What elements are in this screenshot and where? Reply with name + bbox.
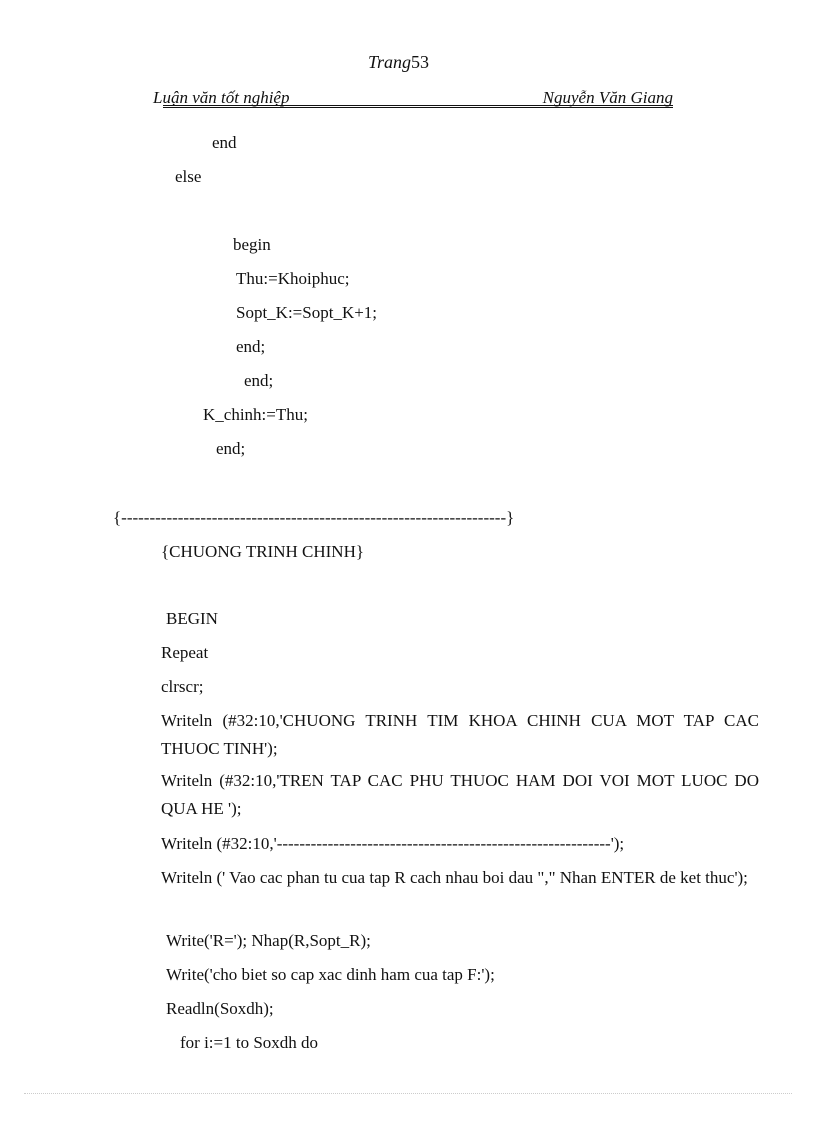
code-line: end	[212, 133, 237, 152]
code-line: end;	[216, 439, 246, 458]
code-line: K_chinh:=Thu;	[203, 405, 308, 424]
code-line: for i:=1 to Soxdh do	[180, 1033, 319, 1052]
code-line: end;	[236, 337, 266, 356]
code-line: end;	[244, 371, 274, 390]
comment-separator: {--------------------------------------------------------------------}	[113, 508, 515, 527]
code-line: Thu:=Khoiphuc;	[236, 269, 350, 288]
code-line: Readln(Soxdh);	[166, 999, 274, 1018]
code-line: Sopt_K:=Sopt_K+1;	[236, 303, 378, 322]
code-line: else	[175, 167, 202, 186]
page-word: Trang	[368, 52, 412, 72]
code-line: {CHUONG TRINH CHINH}	[161, 542, 365, 561]
code-line: Repeat	[161, 643, 209, 662]
code-line: Write('R='); Nhap(R,Sopt_R);	[166, 931, 371, 950]
code-line: Writeln (' Vao cac phan tu cua tap R cach nhau boi dau "," Nhan ENTER de ket thuc');	[161, 868, 748, 887]
code-line: Writeln (#32:10,'-----------------------------------------------------------');	[161, 834, 625, 853]
code-line: Writeln (#32:10,'CHUONG TRINH TIM KHOA CHINH CUA MOT TAP CAC THUOC TINH');	[161, 711, 759, 758]
page-number	[368, 52, 429, 72]
code-line: begin	[233, 235, 271, 254]
code-line: Write('cho biet so cap xac dinh ham cua tap F:');	[166, 965, 495, 984]
page-number-value: 53	[411, 52, 430, 72]
code-line: BEGIN	[166, 609, 218, 628]
author-name: Nguyễn Văn Giang	[542, 88, 673, 107]
code-line: clrscr;	[161, 677, 204, 696]
thesis-title: Luận văn tốt nghiệp	[153, 88, 290, 107]
page-bottom-border	[24, 1093, 792, 1094]
code-line: Writeln (#32:10,'TREN TAP CAC PHU THUOC HAM DOI VOI MOT LUOC DO QUA HE ');	[161, 771, 759, 818]
running-header	[153, 88, 673, 110]
